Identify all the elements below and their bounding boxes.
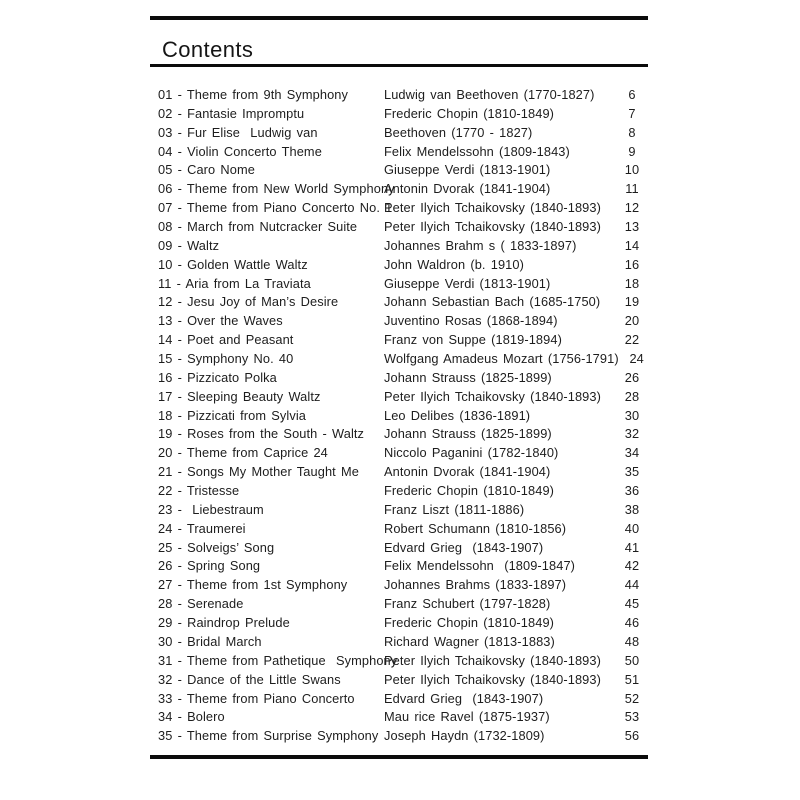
toc-entry-composer: Felix Mendelssohn (1809-1847) <box>384 558 576 574</box>
toc-entry-composer: Johannes Brahms (1833-1897) <box>384 577 567 593</box>
toc-row <box>158 293 650 312</box>
toc-entry-page-number: 26 <box>624 369 640 385</box>
toc-entry-page-number: 19 <box>624 294 640 310</box>
toc-entry-number-title: 26 - Spring Song <box>158 558 261 574</box>
top-rule <box>150 16 648 20</box>
toc-entry-composer: Felix Mendelssohn (1809-1843) <box>384 143 570 159</box>
toc-entry-composer: Frederic Chopin (1810-1849) <box>384 105 555 121</box>
toc-entry-page-number: 52 <box>624 690 640 706</box>
toc-entry-page-number: 50 <box>624 652 640 668</box>
bottom-rule <box>150 755 648 759</box>
toc-entry-composer: Franz Liszt (1811-1886) <box>384 501 525 517</box>
toc-entry-number-title: 12 - Jesu Joy of Man’s Desire <box>158 294 339 310</box>
toc-entry-composer: Frederic Chopin (1810-1849) <box>384 483 555 499</box>
toc-entry-number-title: 13 - Over the Waves <box>158 313 283 329</box>
toc-entry-number-title: 10 - Golden Wattle Waltz <box>158 256 308 272</box>
toc-entry-number-title: 06 - Theme from New World Symphony <box>158 181 395 197</box>
toc-row <box>158 256 650 275</box>
toc-entry-composer: Johann Strauss (1825-1899) <box>384 369 552 385</box>
toc-row <box>158 501 650 520</box>
toc-row <box>158 727 650 746</box>
toc-row <box>158 407 650 426</box>
toc-entry-page-number: 46 <box>624 615 640 631</box>
toc-row <box>158 463 650 482</box>
toc-entry-number-title: 15 - Symphony No. 40 <box>158 351 294 367</box>
toc-entry-number-title: 14 - Poet and Peasant <box>158 332 294 348</box>
toc-row <box>158 143 650 162</box>
toc-entry-composer: Edvard Grieg (1843-1907) <box>384 539 544 555</box>
toc-entry-page-number: 20 <box>624 313 640 329</box>
toc-entry-composer: Johann Sebastian Bach (1685-1750) <box>384 294 601 310</box>
toc-entry-page-number: 35 <box>624 464 640 480</box>
toc-entry-page-number: 6 <box>628 87 636 102</box>
toc-entry-page-number: 51 <box>624 671 640 687</box>
toc-entry-page-number: 12 <box>624 200 640 216</box>
toc-entry-number-title: 16 - Pizzicato Polka <box>158 369 277 385</box>
toc-entry-number-title: 28 - Serenade <box>158 596 244 612</box>
toc-entry-composer: Peter Ilyich Tchaikovsky (1840-1893) <box>384 671 601 687</box>
toc-entry-composer: Joseph Haydn (1732-1809) <box>384 728 545 744</box>
toc-entry-page-number: 45 <box>624 596 640 612</box>
toc-entry-number-title: 11 - Aria from La Traviata <box>158 275 311 291</box>
toc-entry-page-number: 10 <box>624 162 640 178</box>
toc-entry-composer: Giuseppe Verdi (1813-1901) <box>384 275 551 291</box>
toc-row <box>158 520 650 539</box>
toc-row <box>158 671 650 690</box>
toc-entry-number-title: 07 - Theme from Piano Concerto No. 1 <box>158 200 393 216</box>
toc-entry-number-title: 20 - Theme from Caprice 24 <box>158 445 328 461</box>
toc-row <box>158 350 650 369</box>
toc-entry-composer: Giuseppe Verdi (1813-1901) <box>384 162 551 178</box>
toc-row <box>158 652 650 671</box>
toc-entry-number-title: 18 - Pizzicati from Sylvia <box>158 407 306 423</box>
toc-row <box>158 633 650 652</box>
toc-entry-composer: Franz von Suppe (1819-1894) <box>384 332 562 348</box>
toc-row <box>158 425 650 444</box>
toc-entry-composer: Juventino Rosas (1868-1894) <box>384 313 558 329</box>
toc-entry-composer: Antonin Dvorak (1841-1904) <box>384 181 551 197</box>
toc-row <box>158 614 650 633</box>
toc-row <box>158 86 650 105</box>
toc-entry-number-title: 34 - Bolero <box>158 709 225 725</box>
toc-entry-composer: Johannes Brahm s ( 1833-1897) <box>384 237 577 253</box>
toc-row <box>158 199 650 218</box>
toc-entry-page-number: 8 <box>628 124 636 140</box>
toc-entry-composer: Ludwig van Beethoven (1770-1827) <box>384 87 595 102</box>
toc-entry-number-title: 24 - Traumerei <box>158 520 246 536</box>
toc-entry-composer: Peter Ilyich Tchaikovsky (1840-1893) <box>384 388 601 404</box>
toc-entry-page-number: 40 <box>624 520 640 536</box>
toc-entry-number-title: 27 - Theme from 1st Symphony <box>158 577 348 593</box>
toc-row <box>158 124 650 143</box>
toc-row <box>158 312 650 331</box>
toc-entry-number-title: 32 - Dance of the Little Swans <box>158 671 341 687</box>
toc-entry-number-title: 35 - Theme from Surprise Symphony <box>158 728 379 744</box>
toc-row <box>158 444 650 463</box>
toc-entry-composer: Mau rice Ravel (1875-1937) <box>384 709 550 725</box>
toc-entry-page-number: 53 <box>624 709 640 725</box>
toc-entry-page-number: 22 <box>624 332 640 348</box>
toc-entry-number-title: 29 - Raindrop Prelude <box>158 615 290 631</box>
toc-entry-composer: John Waldron (b. 1910) <box>384 256 524 272</box>
toc-entry-page-number: 28 <box>624 388 640 404</box>
page-title: Contents <box>162 37 254 62</box>
toc-entry-page-number: 7 <box>628 105 636 121</box>
toc-entry-page-number: 18 <box>624 275 640 291</box>
toc-entry-number-title: 19 - Roses from the South - Waltz <box>158 426 365 442</box>
toc-row <box>158 557 650 576</box>
toc-entry-page-number: 36 <box>624 483 640 499</box>
toc-entry-composer: Wolfgang Amadeus Mozart (1756-1791) <box>384 351 619 367</box>
toc-entry-number-title: 25 - Solveigs’ Song <box>158 539 275 555</box>
toc-entry-composer: Peter Ilyich Tchaikovsky (1840-1893) <box>384 200 601 216</box>
toc-row <box>158 595 650 614</box>
toc-entry-composer: Antonin Dvorak (1841-1904) <box>384 464 551 480</box>
toc-entry-composer: Beethoven (1770 - 1827) <box>384 124 533 140</box>
toc-entry-composer: Peter Ilyich Tchaikovsky (1840-1893) <box>384 219 601 235</box>
toc-row <box>158 180 650 199</box>
toc-entry-number-title: 04 - Violin Concerto Theme <box>158 143 322 159</box>
toc-entry-page-number: 14 <box>624 237 640 253</box>
toc-entry-number-title: 22 - Tristesse <box>158 483 240 499</box>
toc-entry-page-number: 9 <box>628 143 636 159</box>
toc-entry-page-number: 13 <box>624 219 640 235</box>
toc-row <box>158 482 650 501</box>
toc-entry-number-title: 31 - Theme from Pathetique Symphony <box>158 652 398 668</box>
toc-row <box>158 539 650 558</box>
toc-entry-page-number: 42 <box>624 558 640 574</box>
toc-row <box>158 576 650 595</box>
toc-entry-number-title: 17 - Sleeping Beauty Waltz <box>158 388 321 404</box>
toc-entry-page-number: 56 <box>624 728 640 744</box>
toc-entry-number-title: 03 - Fur Elise Ludwig van <box>158 124 318 140</box>
toc-entry-composer: Peter Ilyich Tchaikovsky (1840-1893) <box>384 652 601 668</box>
toc-row <box>158 275 650 294</box>
toc-list <box>158 86 650 746</box>
toc-entry-page-number: 38 <box>624 501 640 517</box>
toc-entry-number-title: 05 - Caro Nome <box>158 162 255 178</box>
toc-entry-composer: Richard Wagner (1813-1883) <box>384 633 555 649</box>
toc-entry-composer: Niccolo Paganini (1782-1840) <box>384 445 559 461</box>
toc-entry-page-number: 16 <box>624 256 640 272</box>
toc-entry-composer: Edvard Grieg (1843-1907) <box>384 690 544 706</box>
toc-entry-composer: Franz Schubert (1797-1828) <box>384 596 551 612</box>
toc-row <box>158 369 650 388</box>
toc-entry-number-title: 33 - Theme from Piano Concerto <box>158 690 355 706</box>
toc-entry-page-number: 11 <box>625 181 639 197</box>
toc-row <box>158 331 650 350</box>
toc-entry-number-title: 02 - Fantasie Impromptu <box>158 105 305 121</box>
toc-entry-page-number: 24 <box>629 351 644 367</box>
toc-row <box>158 218 650 237</box>
toc-entry-page-number: 34 <box>624 445 640 461</box>
toc-row <box>158 161 650 180</box>
toc-entry-page-number: 32 <box>624 426 640 442</box>
toc-row <box>158 690 650 709</box>
toc-entry-number-title: 08 - March from Nutcracker Suite <box>158 219 358 235</box>
toc-entry-page-number: 48 <box>624 633 640 649</box>
toc-entry-number-title: 23 - Liebestraum <box>158 501 264 517</box>
toc-entry-number-title: 01 - Theme from 9th Symphony <box>158 87 349 102</box>
toc-entry-page-number: 44 <box>624 577 640 593</box>
toc-entry-composer: Robert Schumann (1810-1856) <box>384 520 567 536</box>
toc-entry-composer: Leo Delibes (1836-1891) <box>384 407 531 423</box>
toc-row <box>158 388 650 407</box>
toc-entry-page-number: 30 <box>624 407 640 423</box>
toc-row <box>158 237 650 256</box>
toc-entry-number-title: 21 - Songs My Mother Taught Me <box>158 464 359 480</box>
toc-entry-number-title: 09 - Waltz <box>158 237 220 253</box>
toc-entry-page-number: 41 <box>624 539 640 555</box>
toc-row <box>158 105 650 124</box>
toc-entry-number-title: 30 - Bridal March <box>158 633 262 649</box>
toc-row <box>158 708 650 727</box>
toc-entry-composer: Johann Strauss (1825-1899) <box>384 426 552 442</box>
toc-entry-composer: Frederic Chopin (1810-1849) <box>384 615 555 631</box>
heading-rule <box>150 64 648 67</box>
